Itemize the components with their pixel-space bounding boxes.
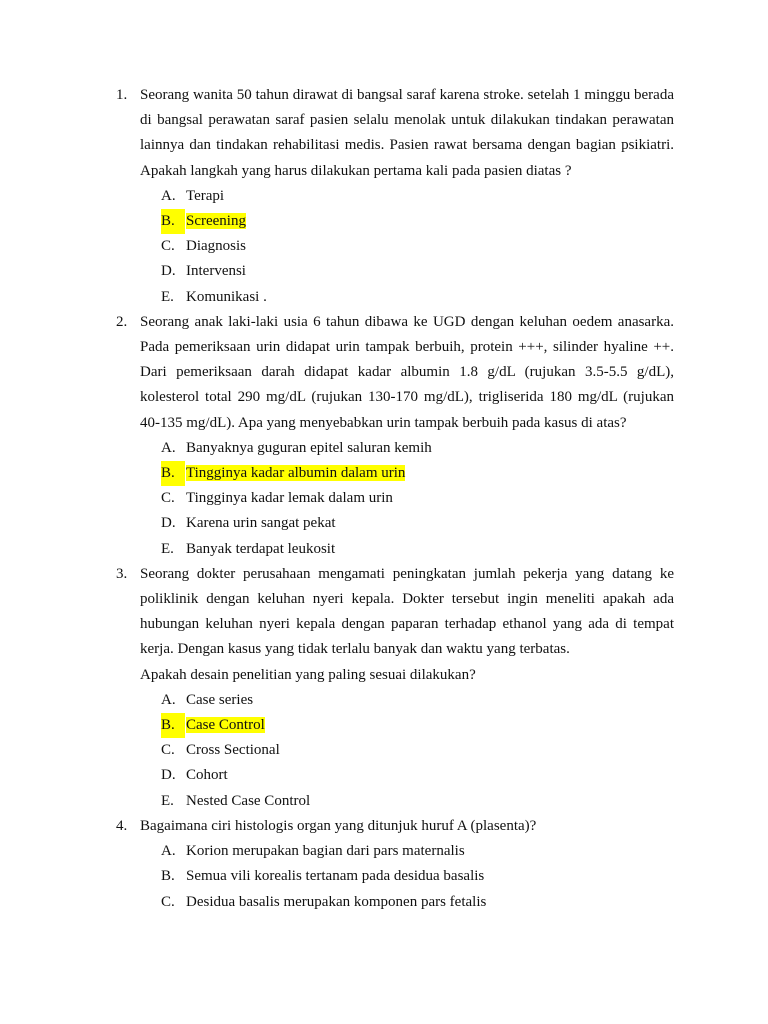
answer-option: [140, 259, 674, 284]
option-text: Tingginya kadar albumin dalam urin: [186, 465, 406, 482]
answer-options: [140, 184, 674, 310]
option-letter: C.: [161, 893, 175, 910]
answer-options: [140, 436, 674, 562]
option-letter: A.: [161, 187, 176, 204]
answer-option: [140, 890, 674, 915]
option-letter: A.: [161, 843, 176, 860]
answer-option: [140, 839, 674, 864]
option-letter: C.: [161, 490, 175, 507]
option-letter: B.: [161, 461, 185, 486]
answer-option: [140, 184, 674, 209]
question-paragraph: Seorang anak laki-laki usia 6 tahun dibawa ke UGD dengan keluhan oedem anasarka. Pada pemeriksaan urin didapat urin tampak berbuih, protein +++, silinder hyaline ++. Dari pemeriksaan darah didapat kadar albumin 1.8 g/dL (rujukan 3.5-5.5 g/dL), kolesterol total 290 mg/dL (rujukan 130-170 mg/dL), trigliserida 180 mg/dL (rujukan 40-135 mg/dL). Apa yang menyebabkan urin tampak berbuih pada kasus di atas?: [140, 313, 674, 431]
option-letter: A.: [161, 691, 176, 708]
answer-option: [140, 234, 674, 259]
question-text: [140, 83, 674, 184]
answer-option: [140, 789, 674, 814]
option-letter: C.: [161, 742, 175, 759]
option-text: Semua vili korealis tertanam pada desidua basalis: [186, 868, 485, 885]
option-letter: E.: [161, 540, 174, 557]
option-text: Desidua basalis merupakan komponen pars fetalis: [186, 893, 487, 910]
option-text: Terapi: [186, 187, 225, 204]
option-text: Intervensi: [186, 263, 246, 280]
question-number: 2.: [116, 313, 128, 330]
question-text: [140, 814, 674, 839]
option-letter: D.: [161, 767, 176, 784]
option-letter: A.: [161, 439, 176, 456]
option-text: Korion merupakan bagian dari pars maternalis: [186, 843, 465, 860]
option-letter: E.: [161, 792, 174, 809]
answer-option: [140, 537, 674, 562]
question-paragraph: Seorang wanita 50 tahun dirawat di bangsal saraf karena stroke. setelah 1 minggu berada di bangsal perawatan saraf pasien selalu menolak untuk dilakukan tindakan perawatan lainnya dan tindakan rehabilitasi medis. Pasien rawat bersama dengan bagian psikiatri. Apakah langkah yang harus dilakukan pertama kali pada pasien diatas ?: [140, 87, 674, 179]
option-text: Banyaknya guguran epitel saluran kemih: [186, 439, 432, 456]
answer-option: [140, 864, 674, 889]
answer-option: [140, 285, 674, 310]
answer-options: [140, 839, 674, 915]
question-paragraph: Bagaimana ciri histologis organ yang ditunjuk huruf A (plasenta)?: [140, 817, 537, 834]
answer-option: [140, 511, 674, 536]
option-letter: D.: [161, 263, 176, 280]
question-number: 4.: [116, 817, 128, 834]
answer-option: [140, 738, 674, 763]
question-4: [0, 814, 768, 915]
answer-option-highlighted: [140, 209, 674, 234]
answer-option: [140, 486, 674, 511]
answer-option: [140, 763, 674, 788]
question-text: [140, 562, 674, 688]
question-paragraph: Seorang dokter perusahaan mengamati peningkatan jumlah pekerja yang datang ke poliklinik dengan keluhan nyeri kepala. Dokter tersebut ingin meneliti apakah ada hubungan keluhan nyeri kepala dengan paparan terhadap ethanol yang ada di tempat kerja. Dengan kasus yang tidak terlalu banyak dan waktu yang terbatas.: [140, 565, 674, 658]
option-letter: B.: [161, 209, 185, 234]
option-text: Nested Case Control: [186, 792, 311, 809]
option-text: Diagnosis: [186, 238, 246, 255]
option-letter: D.: [161, 515, 176, 532]
option-text: Tingginya kadar lemak dalam urin: [186, 490, 393, 507]
option-letter: C.: [161, 238, 175, 255]
option-text: Screening: [186, 213, 246, 230]
question-paragraph: Apakah desain penelitian yang paling sesuai dilakukan?: [140, 666, 476, 683]
question-3: [0, 562, 768, 814]
option-letter: B.: [161, 713, 185, 738]
answer-option: [140, 688, 674, 713]
option-text: Komunikasi .: [186, 288, 267, 305]
option-text: Karena urin sangat pekat: [186, 515, 336, 532]
answer-option: [140, 436, 674, 461]
option-text: Cohort: [186, 767, 228, 784]
question-text: [140, 310, 674, 436]
question-1: [0, 83, 768, 310]
question-number: 1.: [116, 87, 128, 103]
answer-option-highlighted: [140, 461, 674, 486]
option-letter: B.: [161, 868, 175, 885]
option-text: Cross Sectional: [186, 742, 280, 759]
option-letter: E.: [161, 288, 174, 305]
option-text: Case series: [186, 691, 254, 708]
question-2: [0, 310, 768, 562]
answer-option-highlighted: [140, 713, 674, 738]
option-text: Banyak terdapat leukosit: [186, 540, 336, 557]
answer-options: [140, 688, 674, 814]
question-number: 3.: [116, 565, 128, 582]
option-text: Case Control: [186, 717, 265, 734]
